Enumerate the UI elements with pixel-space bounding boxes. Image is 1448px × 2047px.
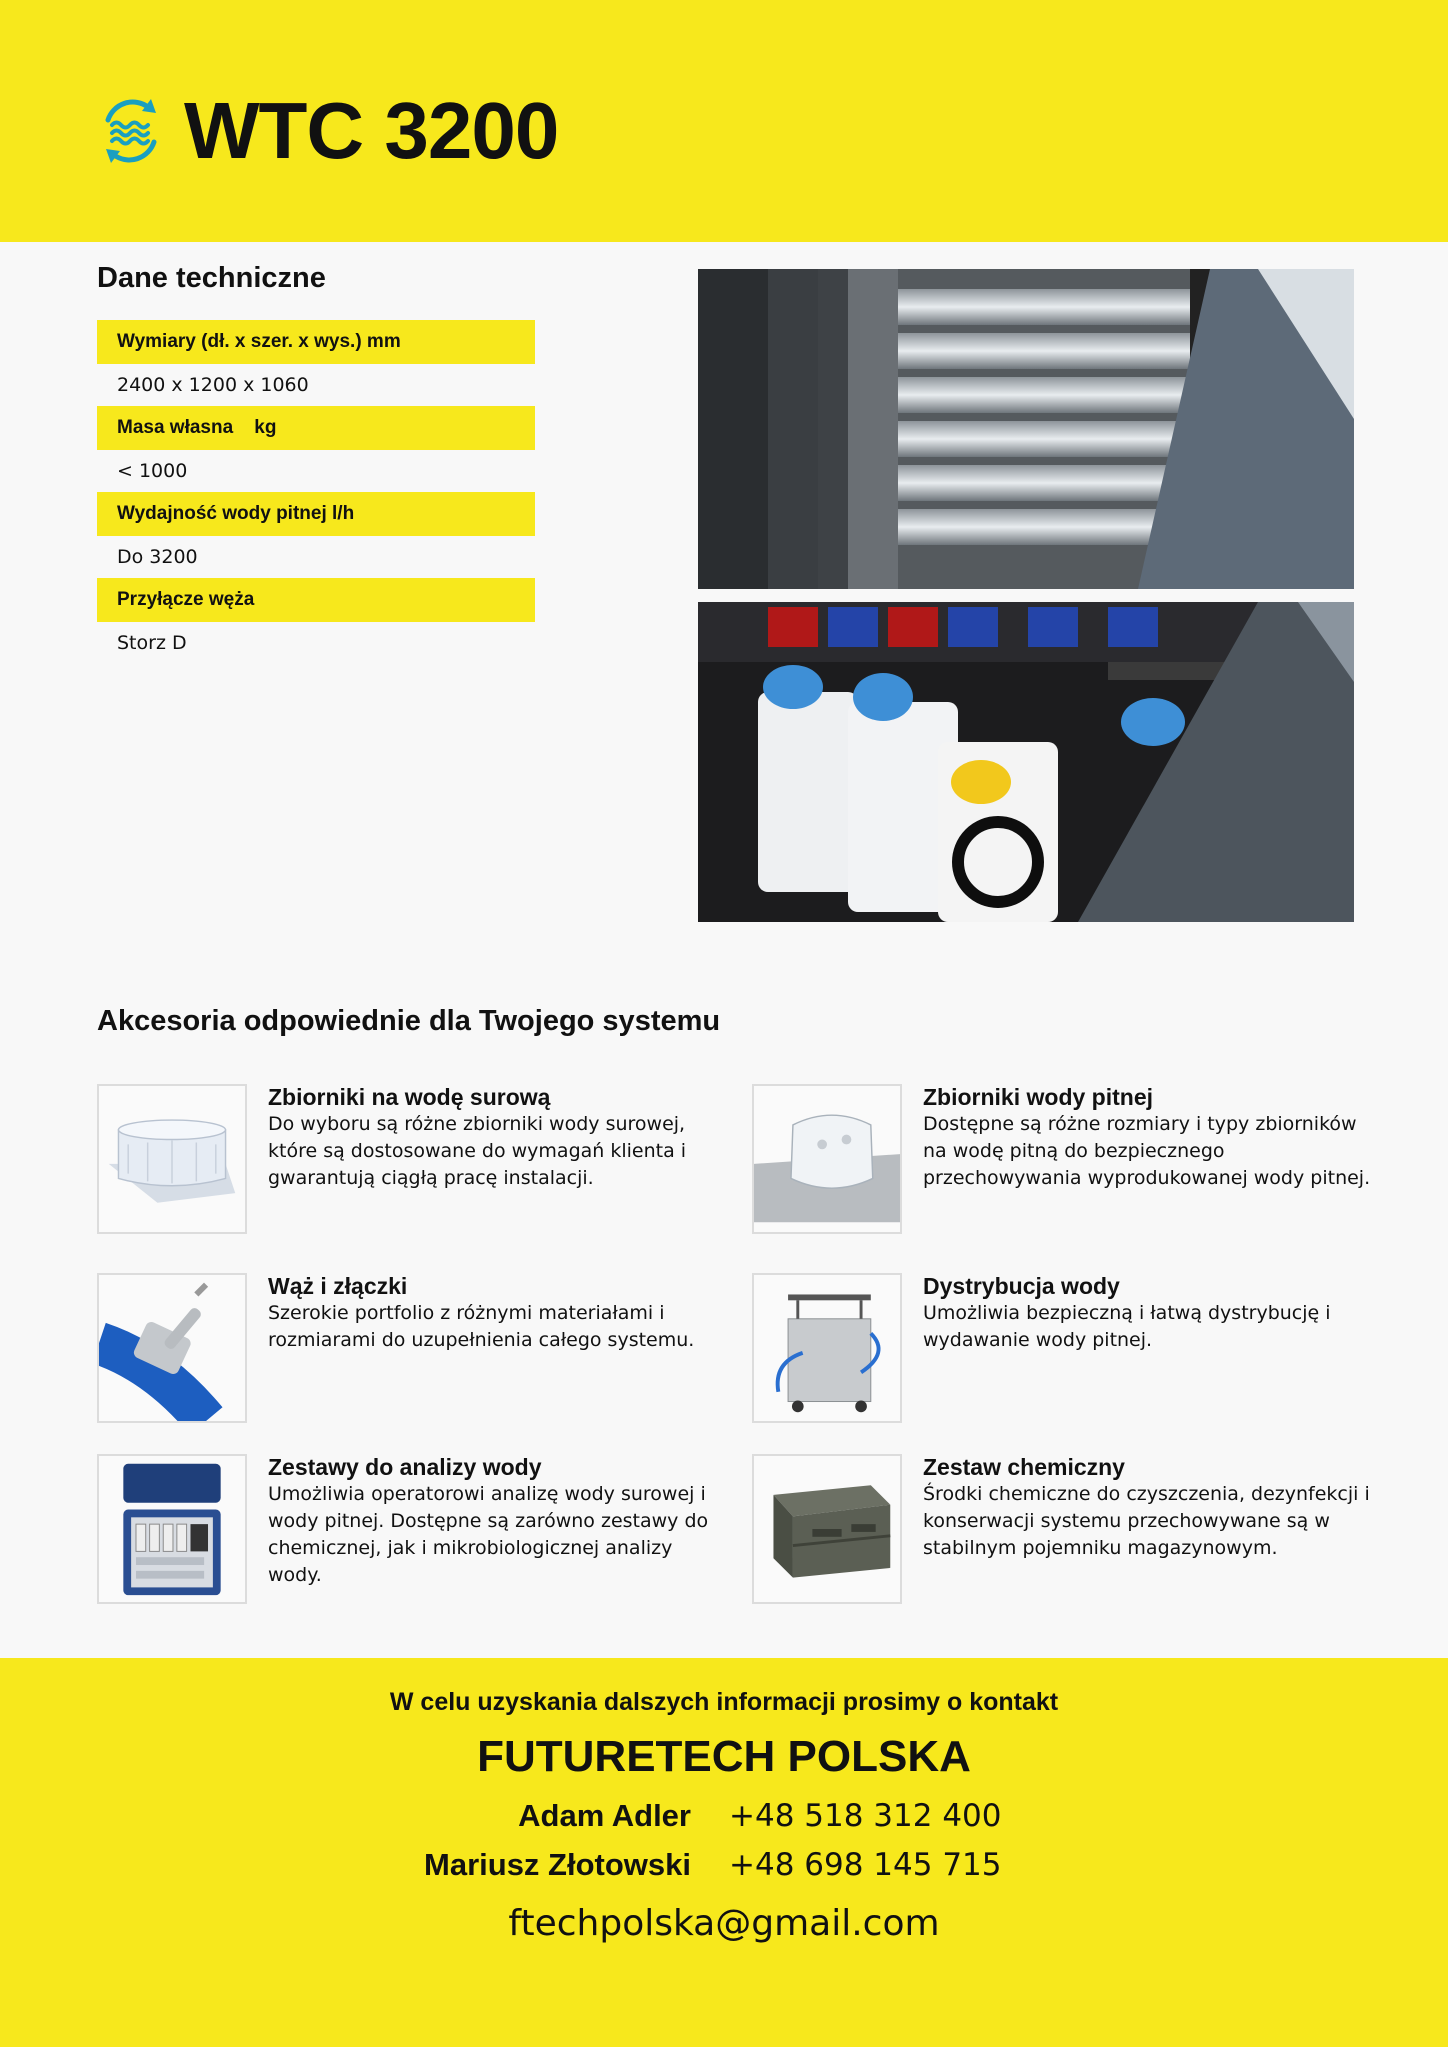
accessory-description: Dostępne są różne rozmiary i typy zbiorników na wodę pitną do bezpiecznego przechowywania wyprodukowanej wody pitnej. xyxy=(923,1113,1371,1189)
accessory-description: Do wyboru są różne zbiorniki wody surowej, które są dostosowane do wymagań klienta i gwarantują ciągłą pracę instalacji. xyxy=(268,1113,687,1189)
raw-water-tank-icon xyxy=(97,1084,247,1234)
contact-row xyxy=(0,1847,1448,1893)
photo-filter-rack xyxy=(698,269,1354,589)
contact-cta: W celu uzyskania dalszych informacji prosimy o kontakt xyxy=(389,1688,1059,1716)
spec-label: Wymiary (dł. x szer. x wys.) mm xyxy=(97,320,535,364)
accessory-item xyxy=(97,1454,737,1614)
contact-name: Adam Adler xyxy=(518,1798,691,1833)
water-cycle-icon xyxy=(96,96,166,166)
company-name: FUTURETECH POLSKA xyxy=(477,1732,971,1781)
page-title: WTC 3200 xyxy=(184,86,559,175)
water-distribution-icon xyxy=(752,1273,902,1423)
spec-label: Masa własna kg xyxy=(97,406,535,450)
photo-chemical-canisters xyxy=(698,602,1354,922)
accessory-title: Zbiorniki wody pitnej xyxy=(923,1084,1153,1110)
accessory-description: Umożliwia bezpieczną i łatwą dystrybucję i wydawanie wody pitnej. xyxy=(923,1302,1331,1351)
contact-email[interactable]: ftechpolska@gmail.com xyxy=(508,1903,940,1944)
drinking-water-tank-icon xyxy=(752,1084,902,1234)
specs-table xyxy=(97,320,535,664)
accessory-item xyxy=(752,1273,1392,1433)
accessory-description: Umożliwia operatorowi analizę wody surowej i wody pitnej. Dostępne są zarówno zestawy do chemicznej, jak i mikrobiologicznej analizy wody. xyxy=(268,1483,709,1586)
accessory-title: Wąż i złączki xyxy=(268,1273,408,1299)
chemical-case-icon xyxy=(752,1454,902,1604)
accessory-item xyxy=(97,1084,737,1244)
contact-row xyxy=(0,1798,1448,1844)
contact-footer xyxy=(0,1658,1448,2047)
specs-title: Dane techniczne xyxy=(97,262,326,294)
header-banner xyxy=(0,0,1448,242)
accessory-title: Zestaw chemiczny xyxy=(923,1454,1125,1480)
accessory-description: Środki chemiczne do czyszczenia, dezynfekcji i konserwacji systemu przechowywane są w stabilnym pojemniku magazynowym. xyxy=(923,1483,1370,1559)
spec-label: Wydajność wody pitnej l/h xyxy=(97,492,535,536)
accessory-title: Dystrybucja wody xyxy=(923,1273,1120,1299)
accessory-item xyxy=(97,1273,737,1433)
spec-label: Przyłącze węża xyxy=(97,578,535,622)
contact-phone[interactable]: +48 698 145 715 xyxy=(729,1847,1002,1883)
accessory-item xyxy=(752,1084,1392,1244)
water-analysis-kit-icon xyxy=(97,1454,247,1604)
accessories-title: Akcesoria odpowiednie dla Twojego systemu xyxy=(97,1005,721,1037)
contact-phone[interactable]: +48 518 312 400 xyxy=(729,1798,1002,1834)
accessory-description: Szerokie portfolio z różnymi materiałami i rozmiarami do uzupełnienia całego systemu. xyxy=(268,1302,695,1351)
accessory-title: Zbiorniki na wodę surową xyxy=(268,1084,551,1110)
accessory-item xyxy=(752,1454,1392,1614)
spec-value: < 1000 xyxy=(117,460,188,482)
hose-coupling-icon xyxy=(97,1273,247,1423)
spec-value: 2400 x 1200 x 1060 xyxy=(117,374,309,396)
contact-name: Mariusz Złotowski xyxy=(424,1847,691,1882)
accessory-title: Zestawy do analizy wody xyxy=(268,1454,542,1480)
spec-value: Storz D xyxy=(117,632,187,654)
spec-value: Do 3200 xyxy=(117,546,198,568)
